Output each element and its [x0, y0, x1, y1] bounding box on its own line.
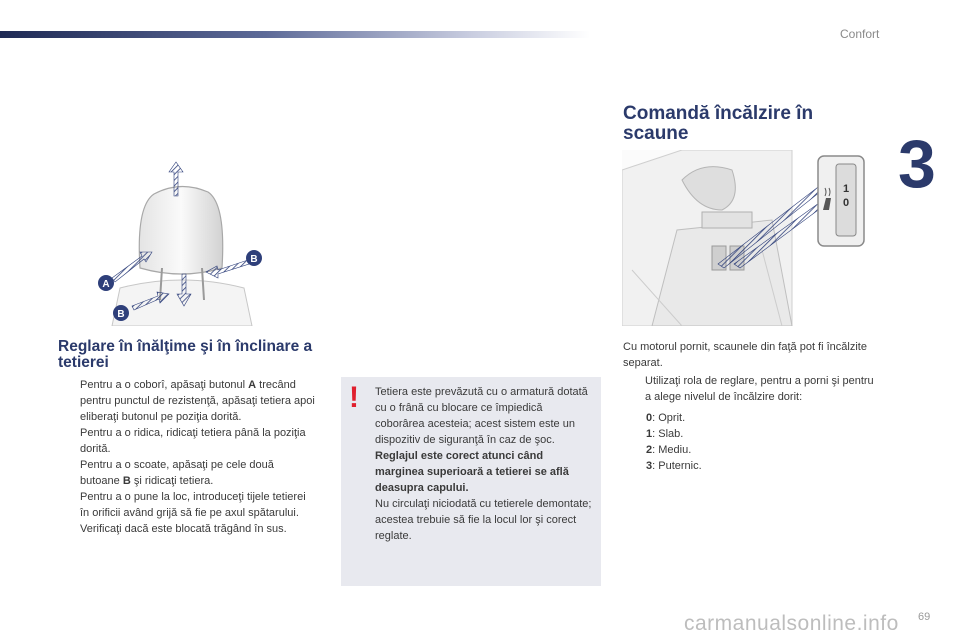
list-item: Pentru a o pune la loc, introduceţi tijele tetierei în orificii având grijă să fie pe axul spătarului. Verificaţi dacă este blocată trăgând în sus. [80, 491, 306, 535]
warning-box [341, 377, 601, 586]
headrest-drawing [92, 160, 272, 326]
svg-text:B: B [117, 309, 125, 320]
control-label-zero: 0 [842, 197, 850, 209]
section-label: Confort [840, 27, 880, 41]
warning-text: Nu circulaţi niciodată cu tetierele demontate; acestea trebuie să fie la locul lor şi corect reglate. [375, 498, 592, 542]
figure-label-b-bottom [113, 305, 129, 321]
warning-emphasis: Reglajul este corect atunci când marginea superioară a tetierei se află deasupra capului. [375, 450, 569, 494]
headrest-section-title: Reglare în înălţime şi în înclinare a tetierei [58, 338, 313, 371]
list-item: Pentru a o ridica, ridicaţi tetiera până la poziţia dorită. [80, 427, 306, 455]
heating-level: 0: Oprit. [646, 412, 686, 424]
list-item: Pentru a o coborî, apăsaţi butonul A trecând pentru punctul de rezistenţă, apăsaţi tetiera apoi eliberaţi butonul pe poziţia dorită. [80, 379, 315, 423]
svg-text:B: B [250, 254, 258, 265]
seat-heating-illustration [622, 150, 866, 326]
seat-heating-title: Comandă încălzire în scaune [623, 103, 814, 144]
seat-heating-intro: Cu motorul pornit, scaunele din faţă pot fi încălzite separat. [623, 341, 867, 369]
chapter-number: 3 [898, 126, 936, 202]
figure-label-b-right [246, 250, 262, 266]
warning-text: Tetiera este prevăzută cu o armatură dotată cu o frână cu blocare ce împiedică coborârea acesteia; acest sistem este un dispozitiv de siguranţă în caz de şoc. [375, 386, 588, 446]
heating-level: 3: Puternic. [646, 460, 702, 472]
control-label-one: 1 [842, 183, 850, 195]
watermark: carmanualsonline.info [684, 612, 899, 635]
figure-label-a [98, 275, 114, 291]
headrest-illustration [92, 160, 272, 326]
header-gradient-bar [0, 31, 590, 38]
seat-heating-instructions [623, 373, 875, 405]
heating-level: 1: Slab. [646, 428, 684, 440]
heating-level: 2: Mediu. [646, 444, 692, 456]
page-number: 69 [918, 611, 931, 623]
svg-text:A: A [102, 279, 110, 290]
warning-exclamation-icon: ! [349, 381, 359, 414]
headrest-instructions-list [58, 377, 316, 537]
list-item: Pentru a o scoate, apăsaţi pe cele două butoane B şi ridicaţi tetiera. [80, 459, 274, 487]
seat-heating-drawing [622, 150, 866, 326]
list-item: Utilizaţi rola de reglare, pentru a porni şi pentru a alege nivelul de încălzire dorit: [645, 375, 874, 403]
heating-levels-list [646, 410, 702, 474]
